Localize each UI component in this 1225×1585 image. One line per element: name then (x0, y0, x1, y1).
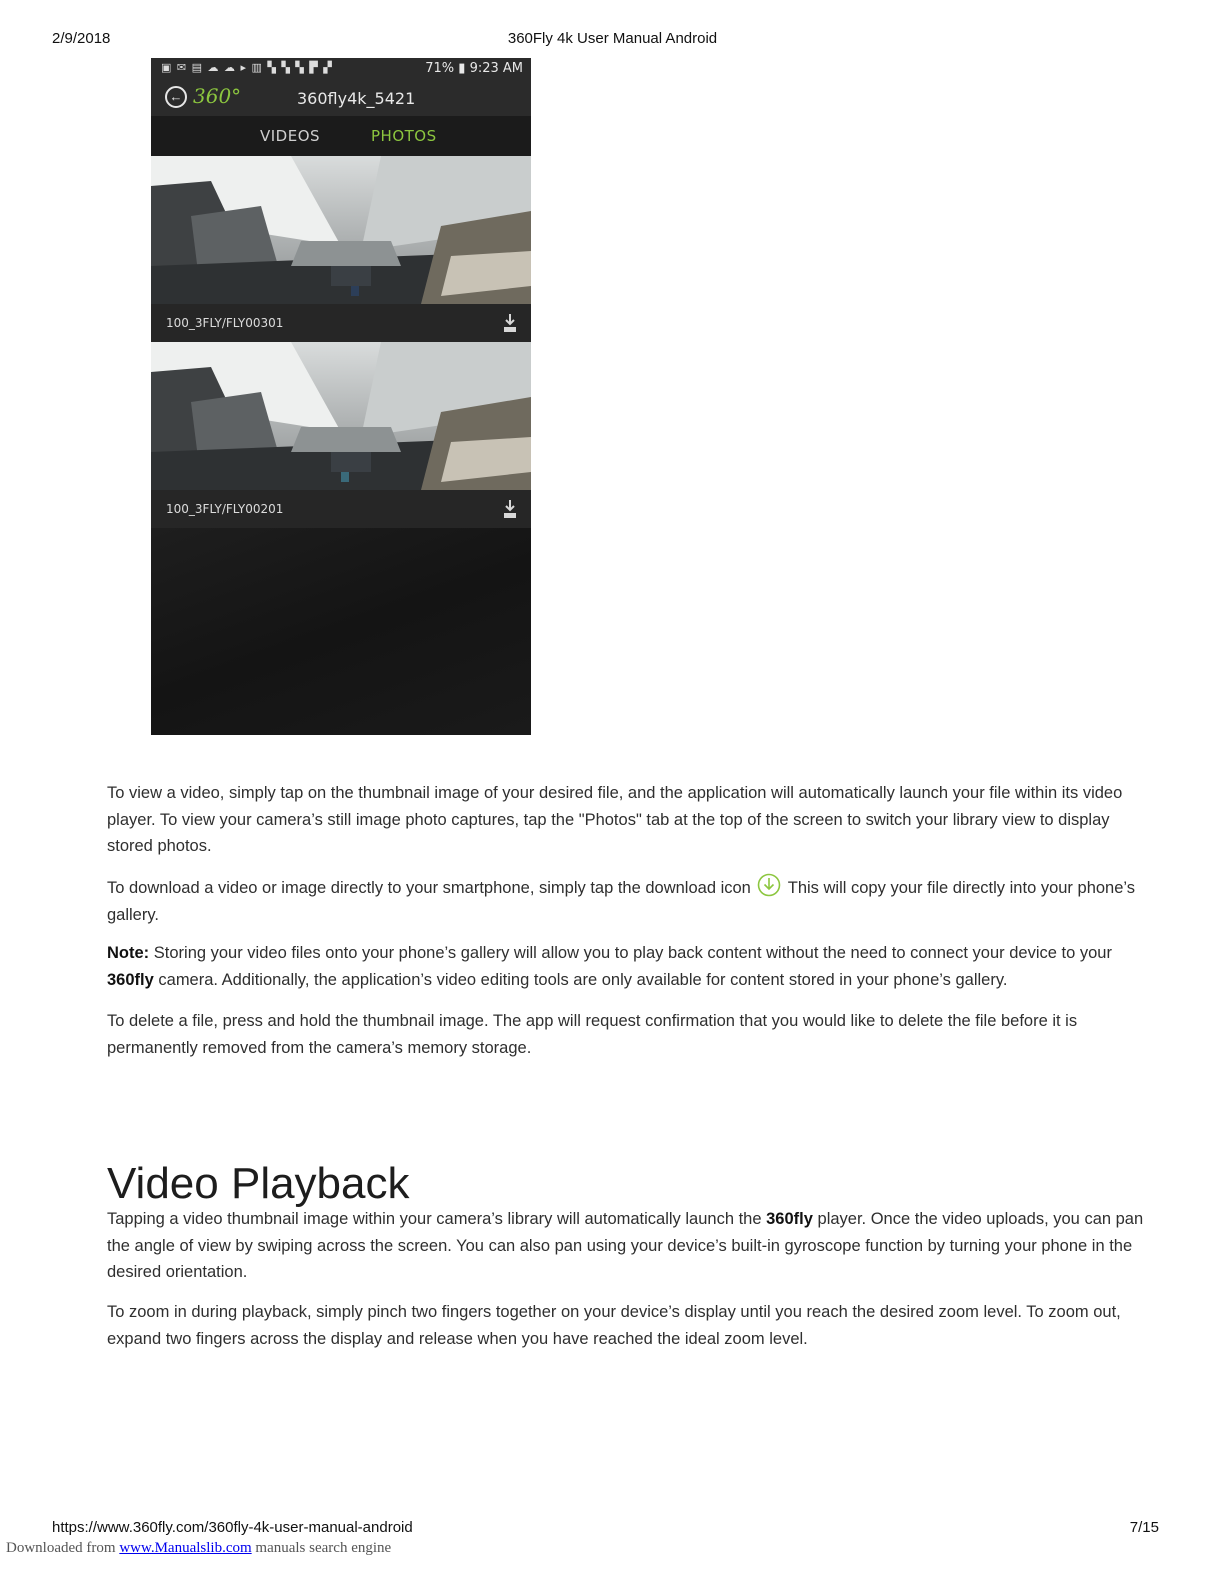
paragraph-playback (107, 1206, 1157, 1286)
paragraph-download (107, 873, 1157, 928)
brand-name: 360fly (107, 970, 154, 989)
note-label: Note: (107, 944, 150, 962)
phone-screenshot (151, 58, 531, 735)
playback-text-b: player. Once the video uploads, you can pan the angle of view by swiping across the screen. You can also pan using your device’s built-in gyroscope function by turning your phone in the desired orientation. (107, 1210, 1144, 1281)
manualslib-link[interactable]: www.Manualslib.com (119, 1540, 252, 1556)
status-time: 71% ▮ 9:23 AM (425, 61, 523, 76)
brand-name: 360fly (766, 1210, 813, 1228)
downloaded-from-banner (6, 1540, 391, 1557)
360fly-logo: 360° (193, 84, 242, 108)
paragraph-download-text-a: To download a video or image directly to your smartphone, simply tap the download icon (107, 879, 751, 897)
back-arrow-icon[interactable]: ← (165, 86, 187, 108)
footer-url: https://www.360fly.com/360fly-4k-user-manual-android (52, 1519, 413, 1536)
library-tabs (151, 116, 531, 156)
paragraph-delete: To delete a file, press and hold the thumbnail image. The app will request confirmation that you would like to delete the file before it is permanently removed from the camera’s memory storage. (107, 1012, 1078, 1057)
file-row[interactable] (151, 304, 531, 342)
tab-videos[interactable]: VIDEOS (260, 127, 321, 145)
device-name: 360fly4k_5421 (297, 89, 416, 108)
print-title: 360Fly 4k User Manual Android (507, 30, 718, 47)
download-icon[interactable] (503, 499, 517, 519)
paragraph-view-video: To view a video, simply tap on the thumbnail image of your desired file, and the application will automatically launch your file within its video player. To view your camera’s still image photo captures, tap the "Photos" tab at the top of the screen to switch your library view to display stored photos. (107, 784, 1123, 855)
playback-text-a: Tapping a video thumbnail image within your camera’s library will automatically launch the (107, 1210, 762, 1228)
status-bar (151, 58, 531, 80)
notification-icons: ▣ ✉ ▤ ☁ ☁ ▸ ▥ ▚ ▚ ▚ ▛ ▞ (161, 61, 333, 74)
note-text-a: Storing your video files onto your phone’s gallery will allow you to play back content without the need to connect your device to your (153, 944, 1112, 962)
downloaded-prefix: Downloaded from (6, 1540, 116, 1556)
file-name: 100_3FLY/FLY00201 (166, 502, 284, 516)
page-number: 7/15 (1129, 1519, 1159, 1536)
download-circle-icon (757, 873, 781, 897)
photo-thumbnail[interactable] (151, 156, 531, 304)
paragraph-download-text-b: This will copy your file directly into your phone’s gallery. (107, 879, 1136, 924)
downloaded-suffix: manuals search engine (255, 1540, 392, 1556)
file-row[interactable] (151, 490, 531, 528)
file-name: 100_3FLY/FLY00301 (166, 316, 284, 330)
download-icon[interactable] (503, 313, 517, 333)
paragraph-zoom: To zoom in during playback, simply pinch two fingers together on your device’s display until you reach the desired zoom level. To zoom out, expand two fingers across the display and release when you have reached the ideal zoom level. (107, 1303, 1121, 1348)
section-heading: Video Playback (107, 1159, 410, 1209)
app-bar (151, 80, 531, 116)
paragraph-note (107, 940, 1157, 993)
print-date: 2/9/2018 (52, 30, 111, 47)
empty-library-area (151, 528, 531, 735)
tab-photos[interactable]: PHOTOS (371, 127, 437, 145)
note-text-b: camera. Additionally, the application’s video editing tools are only available for content stored in your phone’s gallery. (158, 970, 1008, 989)
photo-thumbnail[interactable] (151, 342, 531, 490)
